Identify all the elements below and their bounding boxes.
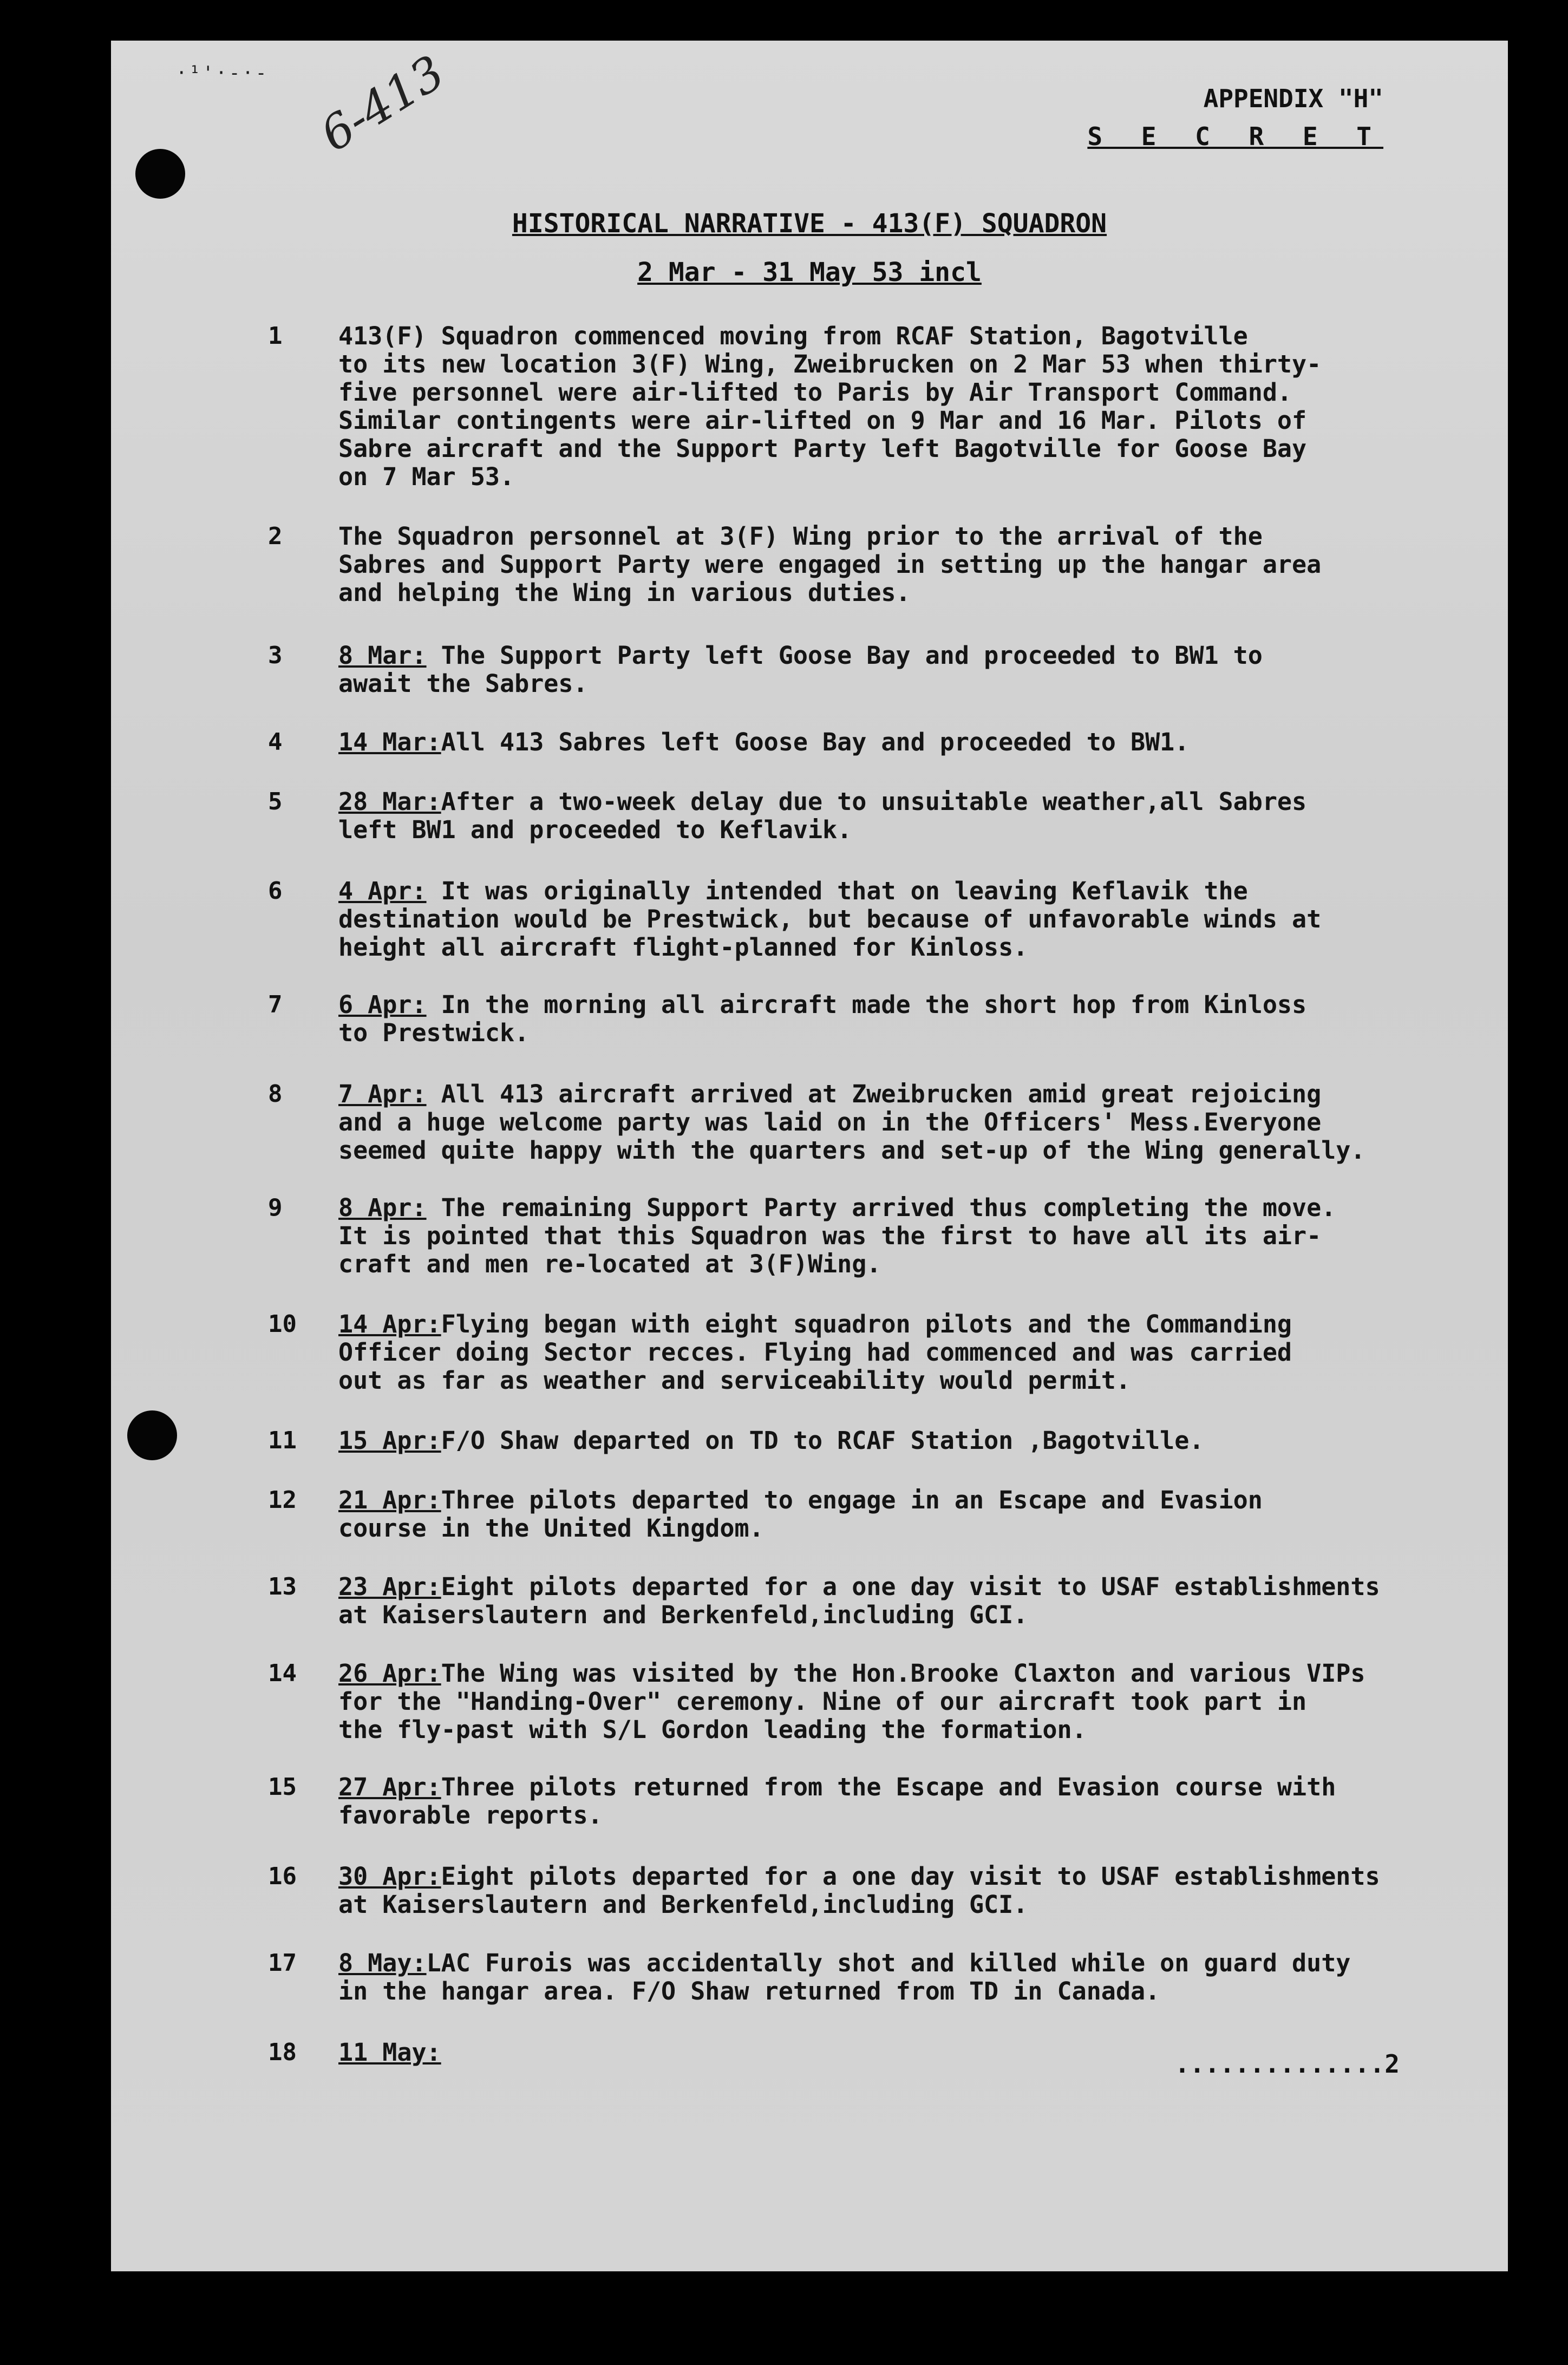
paragraph: [111, 877, 1508, 962]
paragraph-text: [338, 1427, 1454, 1455]
paragraph-body: All 413 aircraft arrived at Zweibrucken amid great rejoicing and a huge welcome party was laid on in the Officers' Mess.Everyone seemed quite happy with the quarters and set-up of the Wing generally.: [338, 1080, 1366, 1165]
paragraph-date: 21 Apr:: [338, 1486, 441, 1514]
paragraph-body: LAC Furois was accidentally shot and killed while on guard duty in the hangar area. F/O Shaw returned from TD in Canada.: [338, 1949, 1351, 2005]
paragraph-date: 11 May:: [338, 2038, 441, 2067]
paragraph-body: It was originally intended that on leaving Keflavik the destination would be Prestwick, but because of unfavorable winds at height all aircraft flight-planned for Kinloss.: [338, 877, 1322, 962]
paragraph-date: 8 May:: [338, 1949, 427, 1977]
paragraph: [111, 1949, 1508, 2025]
paragraph-text: [338, 1949, 1454, 2005]
paragraph-number: 4: [268, 728, 283, 756]
paragraph: [111, 1659, 1508, 1744]
paragraph-date: 30 Apr:: [338, 1862, 441, 1891]
paragraph-body: The remaining Support Party arrived thus completing the move. It is pointed that this Squadron was the first to have all its air- craft and men re-located at 3(F)Wing.: [338, 1193, 1336, 1278]
paragraph-text: [338, 1660, 1454, 1744]
paragraph-date: 8 Apr:: [338, 1193, 427, 1222]
paragraph-date: 6 Apr:: [338, 990, 427, 1019]
paragraph-body: All 413 Sabres left Goose Bay and proceeded to BW1.: [441, 728, 1190, 756]
paragraph: [111, 1080, 1508, 1165]
paragraph-number: 9: [268, 1194, 283, 1221]
paragraph-text: [338, 1080, 1454, 1165]
paragraph-text: [338, 1863, 1454, 1919]
paragraph-body: Eight pilots departed for a one day visit to USAF establishments at Kaiserslautern and Berkenfeld,including GCI.: [338, 1862, 1380, 1919]
paragraph-number: 1: [268, 322, 283, 350]
paragraph: [111, 1486, 1508, 1562]
paragraph-text: [338, 728, 1454, 756]
paragraph-body: Three pilots returned from the Escape and Evasion course with favorable reports.: [338, 1773, 1336, 1830]
paragraph-number: 11: [268, 1427, 297, 1454]
continuation-marker: ..............2: [1174, 2049, 1400, 2079]
punch-hole-top: [135, 149, 185, 199]
paragraph-date: 8 Mar:: [338, 641, 427, 670]
paragraph: [111, 642, 1508, 717]
paragraph-text: [338, 1573, 1454, 1629]
paragraph-text: [338, 322, 1454, 491]
paragraph-number: 16: [268, 1863, 297, 1890]
paragraph-body: F/O Shaw departed on TD to RCAF Station ,Bagotville.: [441, 1426, 1204, 1455]
paragraph-number: 6: [268, 877, 283, 905]
document-title: HISTORICAL NARRATIVE - 413(F) SQUADRON: [512, 208, 1107, 239]
paragraph: [111, 322, 1508, 491]
handwritten-reference: 6-413: [311, 45, 454, 162]
paragraph: [111, 1573, 1508, 1649]
paragraph-text: [338, 642, 1454, 698]
paragraph-date: 4 Apr:: [338, 877, 427, 905]
classification-label: S E C R E T: [1087, 122, 1383, 151]
paragraph-date: 28 Mar:: [338, 787, 441, 816]
paragraph: [111, 522, 1508, 607]
top-scribble: ·¹'·-·-: [176, 62, 269, 84]
paragraph-date: 23 Apr:: [338, 1572, 441, 1601]
paragraph-text: [338, 522, 1454, 607]
paragraph-text: [338, 991, 1454, 1047]
paragraph-number: 15: [268, 1773, 297, 1801]
paragraph-number: 7: [268, 991, 283, 1018]
paragraph-body: 413(F) Squadron commenced moving from RCAF Station, Bagotville to its new location 3(F) Wing, Zweibrucken on 2 Mar 53 when thirty- five personnel were air-lifted to Paris by Air Transport Command. Similar contingents were air-lifted on 9 Mar and 16 Mar. Pilots of Sabre aircraft and the Support Party left Bagotville for Goose Bay on 7 Mar 53.: [338, 322, 1322, 491]
paragraph-number: 12: [268, 1486, 297, 1514]
paragraph-number: 17: [268, 1949, 297, 1977]
paragraph-text: [338, 1773, 1454, 1830]
paragraph-date: 27 Apr:: [338, 1773, 441, 1801]
paragraph-text: [338, 1310, 1454, 1395]
paragraph-number: 3: [268, 642, 283, 669]
paragraph-text: [338, 1486, 1454, 1543]
paragraph-body: Three pilots departed to engage in an Escape and Evasion course in the United Kingdom.: [338, 1486, 1263, 1543]
paragraph-date: 14 Mar:: [338, 728, 441, 756]
paragraph-body: The Squadron personnel at 3(F) Wing prior to the arrival of the Sabres and Support Party were engaged in setting up the hangar area and helping the Wing in various duties.: [338, 522, 1322, 607]
paragraph-number: 13: [268, 1573, 297, 1600]
paragraph-date: 15 Apr:: [338, 1426, 441, 1455]
paragraph-body: The Wing was visited by the Hon.Brooke Claxton and various VIPs for the "Handing-Over" ceremony. Nine of our aircraft took part in the fly-past with S/L Gordon leading the formation.: [338, 1659, 1366, 1744]
paragraph: [111, 1310, 1508, 1395]
paragraph-text: [338, 1194, 1454, 1278]
paragraph-body: The Support Party left Goose Bay and proceeded to BW1 to await the Sabres.: [338, 641, 1263, 698]
paragraph: [111, 1773, 1508, 1849]
paragraph: [111, 1863, 1508, 1938]
document-page: [111, 41, 1508, 2271]
paragraph-date: 26 Apr:: [338, 1659, 441, 1688]
paragraph-number: 18: [268, 2039, 297, 2066]
paragraph: [111, 991, 1508, 1067]
document-period: 2 Mar - 31 May 53 incl: [637, 257, 982, 288]
paragraph: [111, 788, 1508, 864]
paragraph-number: 5: [268, 788, 283, 815]
paragraph-body: After a two-week delay due to unsuitable weather,all Sabres left BW1 and proceeded to Keflavik.: [338, 787, 1307, 844]
paragraph-number: 8: [268, 1080, 283, 1108]
paragraph-number: 2: [268, 522, 283, 550]
paragraph-body: Eight pilots departed for a one day visit to USAF establishments at Kaiserslautern and Berkenfeld,including GCI.: [338, 1572, 1380, 1629]
paragraph-number: 14: [268, 1660, 297, 1687]
paragraph-date: 14 Apr:: [338, 1310, 441, 1338]
appendix-label: APPENDIX "H": [1203, 84, 1383, 113]
paragraph-text: [338, 788, 1454, 844]
paragraph: [111, 1193, 1508, 1278]
paragraph-date: 7 Apr:: [338, 1080, 427, 1108]
paragraph-text: [338, 877, 1454, 962]
paragraph-body: In the morning all aircraft made the short hop from Kinloss to Prestwick.: [338, 990, 1307, 1047]
paragraph-body: Flying began with eight squadron pilots and the Commanding Officer doing Sector recces. Flying had commenced and was carried out as far as weather and serviceability would permit.: [338, 1310, 1292, 1395]
paragraph-number: 10: [268, 1310, 297, 1338]
